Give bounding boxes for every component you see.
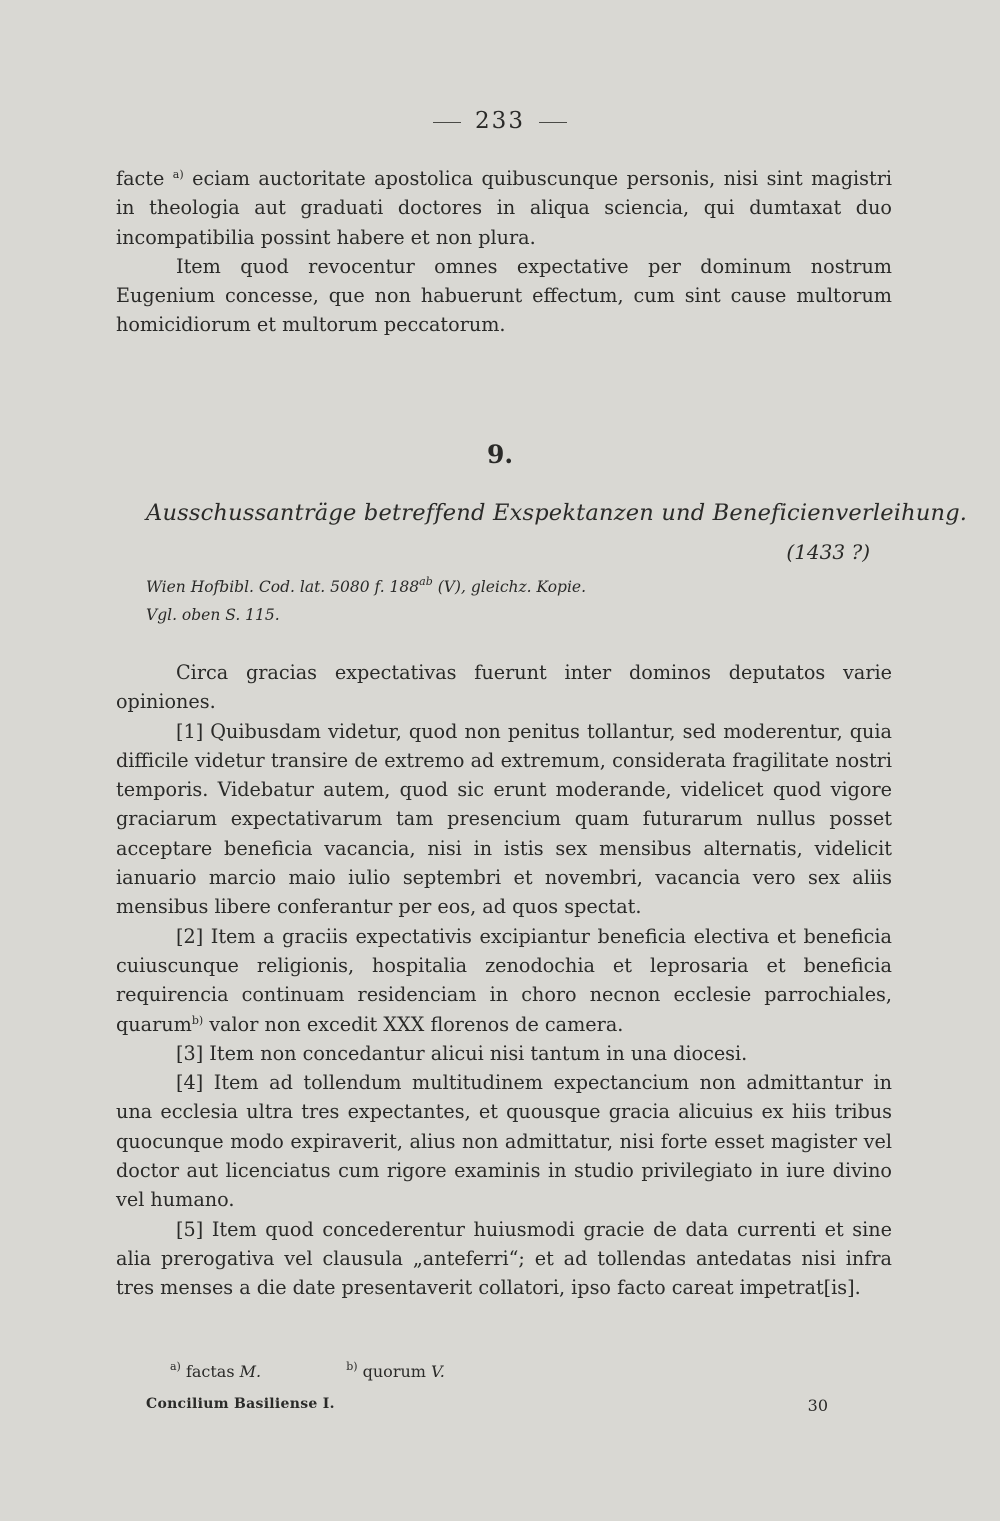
item-1-text: Quibusdam videtur, quod non penitus tollantur, sed moderentur, quia difficile videtur transire de extremo ad extremum, considerata fragilitate nostri temporis. Videbatur autem, quod sic erunt moderande, videlicet quod vigore graciarum expectativarum tam presencium quam futurarum nullus posset acceptare beneficia vacancia, nisi in istis sex mensibus alternatis, videlicit ianuario marcio maio iulio septembri et novembri, vacancia vero sex aliis mensibus libere conferantur per eos, ad quos spectat. — [116, 719, 892, 919]
footnotes — [170, 1362, 525, 1381]
item-1 — [116, 717, 892, 922]
item-3 — [116, 1039, 892, 1068]
source-sup: ab — [419, 575, 433, 588]
section-title: Ausschussanträge betreffend Exspektanzen und Beneficienverleihung. — [146, 500, 968, 526]
footnote-b-text: quorum — [357, 1362, 432, 1381]
item-5-number: [5] — [176, 1217, 204, 1241]
item-5 — [116, 1215, 892, 1303]
main-intro: Circa gracias expectativas fuerunt inter dominos deputatos varie opiniones. — [116, 661, 892, 714]
item-5-text: Item quod concederentur huiusmodi gracie de data currenti et sine alia prerogativa vel clausula „anteferri“; et ad tollendas antedatas nisi infra tres menses a die date presentaverit collatori, ipso facto careat impetrat[is]. — [116, 1217, 892, 1300]
cross-reference: Vgl. oben S. 115. — [146, 606, 280, 624]
item-1-number: [1] — [176, 719, 204, 743]
item-2 — [116, 922, 892, 1039]
head-dash-left — [433, 122, 461, 123]
footnote-ref-a: a) — [172, 168, 184, 181]
section-date: (1433 ?) — [786, 540, 870, 564]
section-number: 9. — [486, 440, 514, 469]
footer-signature: Concilium Basiliense I. — [146, 1396, 335, 1412]
main-text — [116, 658, 892, 1303]
head-dash-right — [539, 122, 567, 123]
item-2-text-b: valor non excedit XXX florenos de camera. — [203, 1012, 624, 1036]
intro-paragraph-1 — [116, 164, 892, 252]
footnote-b-siglum: V. — [431, 1362, 445, 1381]
source-prefix: Wien Hofbibl. Cod. lat. 5080 f. 188 — [146, 578, 420, 596]
footnote-a-text: factas — [180, 1362, 240, 1381]
intro-text — [116, 164, 892, 340]
item-2-text-a: Item a graciis expectativis excipiantur beneficia electiva et beneficia cuiuscunque religionis, hospitalia zenodochia et leprosaria et beneficia requirencia continuam residenciam in choro necnon ecclesie parrochiales, quarum — [116, 924, 892, 1036]
footnote-b-mark: b) — [346, 1360, 358, 1373]
footnote-a-mark: a) — [170, 1360, 181, 1373]
source-suffix: (V), gleichz. Kopie. — [432, 578, 587, 596]
item-2-number: [2] — [176, 924, 204, 948]
item-3-number: [3] — [176, 1041, 204, 1065]
page-number: 233 — [475, 108, 525, 134]
footnote-ref-b: b) — [191, 1013, 204, 1027]
intro-paragraph-2: Item quod revocentur omnes expectative per dominum nostrum Eugenium concesse, que non habuerunt effectum, cum sint cause multorum homicidiorum et multorum peccatorum. — [116, 254, 892, 337]
footnote-a — [170, 1362, 261, 1381]
item-4-number: [4] — [176, 1071, 204, 1095]
item-3-text: Item non concedantur alicui nisi tantum in una diocesi. — [203, 1041, 748, 1065]
footer-sheet-number: 30 — [807, 1396, 828, 1415]
footnote-a-siglum: M. — [239, 1362, 262, 1381]
footnote-b — [346, 1362, 445, 1381]
source-reference — [146, 575, 587, 596]
item-4-text: Item ad tollendum multitudinem expectancium non admittantur in una ecclesia ultra tres expectantes, et quousque gracia alicuius ex hiis tribus quocunque modo expiraverit, alius non admittatur, nisi forte esset magister vel doctor aut licenciatus cum rigore examinis in studio privilegiato in iure divino vel humano. — [116, 1071, 892, 1212]
running-head — [0, 108, 1000, 134]
item-4 — [116, 1068, 892, 1214]
intro-p1-start: facte — [116, 167, 173, 190]
intro-p1-rest: eciam auctoritate apostolica quibuscunque personis, nisi sint magistri in theologia aut graduati doctores in aliqua sciencia, qui dumtaxat duo incompatibilia possint habere et non plura. — [116, 167, 893, 249]
